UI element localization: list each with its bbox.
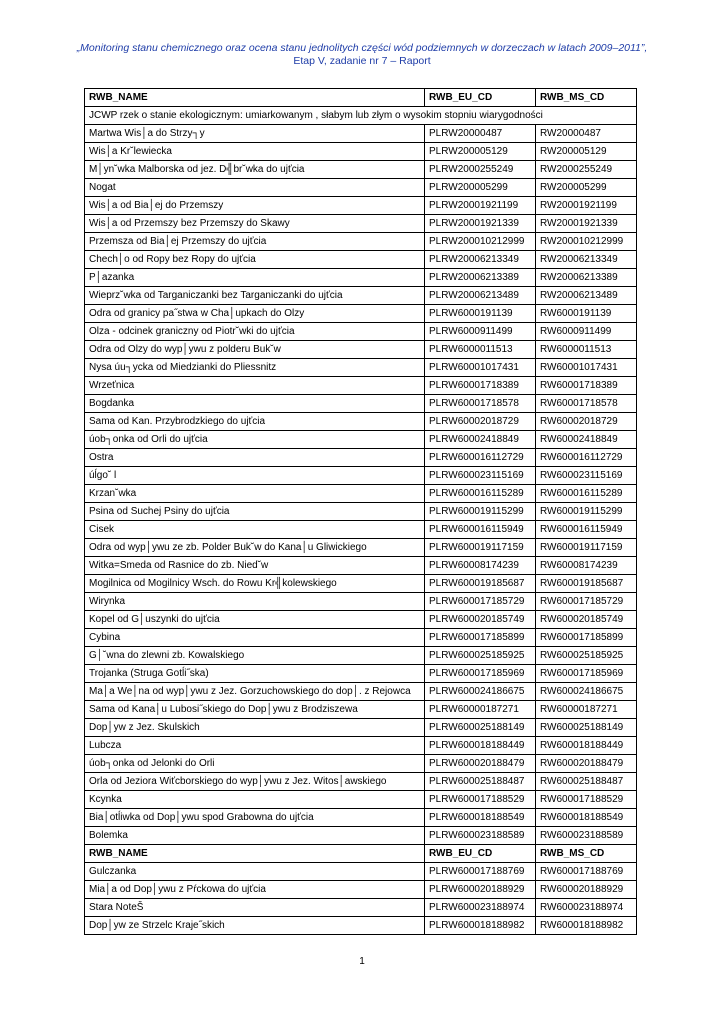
header-subtitle: Etap V, zadanie nr 7 – Raport: [293, 55, 431, 67]
table-row: [85, 683, 637, 701]
rwb-ms-cd-cell: RW600025185925: [536, 647, 637, 665]
table-row: [85, 323, 637, 341]
column-header-rwb-ms-cd: RWB_MS_CD: [536, 845, 637, 863]
rwb-name-cell: Wrzeťnica: [85, 377, 425, 395]
rwb-ms-cd-cell: RW60001718578: [536, 395, 637, 413]
rwb-ms-cd-cell: RW20000487: [536, 125, 637, 143]
rwb-ms-cd-cell: RW60002418849: [536, 431, 637, 449]
rwb-eu-cd-cell: PLRW6000911499: [425, 323, 536, 341]
rwb-ms-cd-cell: RW600019185687: [536, 575, 637, 593]
rwb-ms-cd-cell: RW600020188929: [536, 881, 637, 899]
rwb-eu-cd-cell: PLRW600019185687: [425, 575, 536, 593]
table-row: [85, 611, 637, 629]
rwb-eu-cd-cell: PLRW600019117159: [425, 539, 536, 557]
table-header-row: [85, 89, 637, 107]
rwb-ms-cd-cell: RW600024186675: [536, 683, 637, 701]
rwb-name-cell: Ostra: [85, 449, 425, 467]
rwb-name-cell: Bogdanka: [85, 395, 425, 413]
rwb-eu-cd-cell: PLRW20006213349: [425, 251, 536, 269]
rwb-ms-cd-cell: RW20006213489: [536, 287, 637, 305]
table-row: [85, 863, 637, 881]
table-row: [85, 665, 637, 683]
rwb-ms-cd-cell: RW600017188529: [536, 791, 637, 809]
table-row: [85, 557, 637, 575]
rwb-name-cell: Wis│a od Bia│ej do Przemszy: [85, 197, 425, 215]
rwb-ms-cd-cell: RW20006213349: [536, 251, 637, 269]
rwb-name-cell: Martwa Wis│a do Strzy┐y: [85, 125, 425, 143]
section-row: [85, 107, 637, 125]
rwb-name-cell: Stara NoteŠ: [85, 899, 425, 917]
rwb-name-cell: Kcynka: [85, 791, 425, 809]
rwb-eu-cd-cell: PLRW600019115299: [425, 503, 536, 521]
table-row: [85, 359, 637, 377]
document-header: [0, 42, 724, 68]
rwb-name-cell: Dop│yw z Jez. Skulskich: [85, 719, 425, 737]
rwb-ms-cd-cell: RW20001921339: [536, 215, 637, 233]
rwb-name-cell: Witka=Smeda od Rasnice do zb. Nied˘w: [85, 557, 425, 575]
rwb-name-cell: Cybina: [85, 629, 425, 647]
rwb-ms-cd-cell: RW600020185749: [536, 611, 637, 629]
column-header-rwb-name: RWB_NAME: [85, 845, 425, 863]
rwb-ms-cd-cell: RW60000187271: [536, 701, 637, 719]
rwb-ms-cd-cell: RW60001017431: [536, 359, 637, 377]
rwb-ms-cd-cell: RW600017185899: [536, 629, 637, 647]
rwb-eu-cd-cell: PLRW60001718389: [425, 377, 536, 395]
table-row: [85, 629, 637, 647]
table-row: [85, 899, 637, 917]
rwb-ms-cd-cell: RW600017188769: [536, 863, 637, 881]
rwb-name-cell: Przemsza od Bia│ej Przemszy do ujťcia: [85, 233, 425, 251]
rwb-ms-cd-cell: RW600023188589: [536, 827, 637, 845]
rwb-eu-cd-cell: PLRW600025188487: [425, 773, 536, 791]
rwb-name-cell: Gulczanka: [85, 863, 425, 881]
rwb-ms-cd-cell: RW200010212999: [536, 233, 637, 251]
rwb-name-cell: Olza - odcinek graniczny od Piotr˘wki do ujťcia: [85, 323, 425, 341]
rwb-ms-cd-cell: RW200005129: [536, 143, 637, 161]
rwb-name-cell: Odra od wyp│ywu ze zb. Polder Buk˘w do Kana│u Gliwickiego: [85, 539, 425, 557]
table-row: [85, 125, 637, 143]
table-row: [85, 197, 637, 215]
column-header-rwb-ms-cd: RWB_MS_CD: [536, 89, 637, 107]
rwb-name-cell: Mogilnica od Mogilnicy Wsch. do Rowu Kr╣kolewskiego: [85, 575, 425, 593]
rwb-ms-cd-cell: RW6000191139: [536, 305, 637, 323]
table-row: [85, 791, 637, 809]
rwb-ms-cd-cell: RW20006213389: [536, 269, 637, 287]
table-row: [85, 287, 637, 305]
rwb-eu-cd-cell: PLRW600016112729: [425, 449, 536, 467]
rwb-name-cell: Psina od Suchej Psiny do ujťcia: [85, 503, 425, 521]
table-row: [85, 575, 637, 593]
rwb-eu-cd-cell: PLRW600020188479: [425, 755, 536, 773]
column-header-rwb-name: RWB_NAME: [85, 89, 425, 107]
rwb-eu-cd-cell: PLRW600023115169: [425, 467, 536, 485]
rwb-eu-cd-cell: PLRW600017185729: [425, 593, 536, 611]
rwb-name-cell: Wis│a od Przemszy bez Przemszy do Skawy: [85, 215, 425, 233]
rwb-eu-cd-cell: PLRW600018188449: [425, 737, 536, 755]
rwb-name-cell: Wieprz˘wka od Targaniczanki bez Targaniczanki do ujťcia: [85, 287, 425, 305]
rwb-eu-cd-cell: PLRW20006213489: [425, 287, 536, 305]
rwb-ms-cd-cell: RW600025188149: [536, 719, 637, 737]
table-row: [85, 467, 637, 485]
rwb-name-cell: Dop│yw ze Strzelc Kraje˝skich: [85, 917, 425, 935]
rwb-eu-cd-cell: PLRW6000011513: [425, 341, 536, 359]
rwb-eu-cd-cell: PLRW60002018729: [425, 413, 536, 431]
rwb-ms-cd-cell: RW600023115169: [536, 467, 637, 485]
table-row: [85, 143, 637, 161]
rwb-eu-cd-cell: PLRW600025188149: [425, 719, 536, 737]
rwb-ms-cd-cell: RW600016115949: [536, 521, 637, 539]
rwb-eu-cd-cell: PLRW600016115289: [425, 485, 536, 503]
table-row: [85, 215, 637, 233]
rwb-name-cell: Bia│otĺiwka od Dop│ywu spod Grabowna do ujťcia: [85, 809, 425, 827]
table-row: [85, 737, 637, 755]
rwb-name-cell: Cisek: [85, 521, 425, 539]
rwb-name-cell: Odra od granicy pa˝stwa w Cha│upkach do Olzy: [85, 305, 425, 323]
rwb-eu-cd-cell: PLRW600020188929: [425, 881, 536, 899]
table-row: [85, 881, 637, 899]
rwb-eu-cd-cell: PLRW600018188982: [425, 917, 536, 935]
table-row: [85, 377, 637, 395]
table-row: [85, 917, 637, 935]
rwb-eu-cd-cell: PLRW2000255249: [425, 161, 536, 179]
table-row: [85, 503, 637, 521]
rwb-name-cell: G│˘wna do zlewni zb. Kowalskiego: [85, 647, 425, 665]
rwb-ms-cd-cell: RW60001718389: [536, 377, 637, 395]
table-row: [85, 593, 637, 611]
rwb-eu-cd-cell: PLRW600023188974: [425, 899, 536, 917]
rwb-ms-cd-cell: RW600018188449: [536, 737, 637, 755]
rwb-ms-cd-cell: RW600025188487: [536, 773, 637, 791]
section-label: JCWP rzek o stanie ekologicznym: umiarkowanym , słabym lub złym o wysokim stopniu wiarygodności: [85, 107, 637, 125]
rwb-eu-cd-cell: PLRW60001017431: [425, 359, 536, 377]
rwb-name-cell: Wirynka: [85, 593, 425, 611]
rwb-ms-cd-cell: RW600017185729: [536, 593, 637, 611]
rwb-eu-cd-cell: PLRW600025185925: [425, 647, 536, 665]
rwb-ms-cd-cell: RW60008174239: [536, 557, 637, 575]
rwb-name-cell: Bolemka: [85, 827, 425, 845]
rwb-eu-cd-cell: PLRW20001921199: [425, 197, 536, 215]
rwb-eu-cd-cell: PLRW600023188589: [425, 827, 536, 845]
table-row: [85, 395, 637, 413]
table-row: [85, 773, 637, 791]
rwb-eu-cd-cell: PLRW60000187271: [425, 701, 536, 719]
rwb-name-cell: Sama od Kan. Przybrodzkiego do ujťcia: [85, 413, 425, 431]
rwb-ms-cd-cell: RW600023188974: [536, 899, 637, 917]
rwb-eu-cd-cell: PLRW200005129: [425, 143, 536, 161]
rwb-name-cell: Nogat: [85, 179, 425, 197]
rwb-eu-cd-cell: PLRW20001921339: [425, 215, 536, 233]
rwb-eu-cd-cell: PLRW600017188769: [425, 863, 536, 881]
rwb-name-cell: úob┐onka od Orli do ujťcia: [85, 431, 425, 449]
table-row: [85, 161, 637, 179]
table-row: [85, 179, 637, 197]
rwb-name-cell: P│azanka: [85, 269, 425, 287]
rwb-eu-cd-cell: PLRW600020185749: [425, 611, 536, 629]
rwb-eu-cd-cell: PLRW60001718578: [425, 395, 536, 413]
rwb-name-cell: Mia│a od Dop│ywu z Pŕckowa do ujťcia: [85, 881, 425, 899]
rwb-ms-cd-cell: RW600018188549: [536, 809, 637, 827]
table-row: [85, 719, 637, 737]
table-row: [85, 539, 637, 557]
table-row: [85, 251, 637, 269]
rwb-eu-cd-cell: PLRW600017185899: [425, 629, 536, 647]
table-row: [85, 701, 637, 719]
rwb-ms-cd-cell: RW600018188982: [536, 917, 637, 935]
header-title: „Monitoring stanu chemicznego oraz ocena stanu jednolitych części wód podziemnych w dorzeczach w latach 2009–2011”,: [76, 42, 648, 54]
rwb-eu-cd-cell: PLRW20000487: [425, 125, 536, 143]
rwb-ms-cd-cell: RW600016115289: [536, 485, 637, 503]
rwb-ms-cd-cell: RW600016112729: [536, 449, 637, 467]
table-row: [85, 809, 637, 827]
rwb-name-cell: M│yn˘wka Malborska od jez. D╣br˘wka do ujťcia: [85, 161, 425, 179]
rwb-ms-cd-cell: RW20001921199: [536, 197, 637, 215]
table-row: [85, 269, 637, 287]
table-row: [85, 449, 637, 467]
rwb-name-cell: Lubcza: [85, 737, 425, 755]
rwb-ms-cd-cell: RW2000255249: [536, 161, 637, 179]
rwb-eu-cd-cell: PLRW600018188549: [425, 809, 536, 827]
rwb-name-cell: Orla od Jeziora Wiťcborskiego do wyp│ywu z Jez. Witos│awskiego: [85, 773, 425, 791]
table-row: [85, 755, 637, 773]
table-row: [85, 413, 637, 431]
rwb-name-cell: úĺgo˘ l: [85, 467, 425, 485]
table-header-row-repeat: [85, 845, 637, 863]
rwb-ms-cd-cell: RW6000911499: [536, 323, 637, 341]
table-row: [85, 827, 637, 845]
table-row: [85, 233, 637, 251]
rwb-eu-cd-cell: PLRW6000191139: [425, 305, 536, 323]
rwb-eu-cd-cell: PLRW200010212999: [425, 233, 536, 251]
rwb-name-cell: Odra od Olzy do wyp│ywu z polderu Buk˘w: [85, 341, 425, 359]
rwb-ms-cd-cell: RW60002018729: [536, 413, 637, 431]
table-row: [85, 341, 637, 359]
rwb-ms-cd-cell: RW600019117159: [536, 539, 637, 557]
rwb-eu-cd-cell: PLRW60002418849: [425, 431, 536, 449]
rwb-name-cell: Sama od Kana│u Lubosi˝skiego do Dop│ywu z Brodziszewa: [85, 701, 425, 719]
rwb-name-cell: Trojanka (Struga Gotĺi˝ska): [85, 665, 425, 683]
rwb-name-cell: Chech│o od Ropy bez Ropy do ujťcia: [85, 251, 425, 269]
rwb-eu-cd-cell: PLRW600017188529: [425, 791, 536, 809]
rwb-ms-cd-cell: RW200005299: [536, 179, 637, 197]
rwb-name-cell: Kopel od G│uszynki do ujťcia: [85, 611, 425, 629]
rwb-table: [84, 88, 637, 935]
table-row: [85, 431, 637, 449]
rwb-ms-cd-cell: RW6000011513: [536, 341, 637, 359]
rwb-ms-cd-cell: RW600017185969: [536, 665, 637, 683]
column-header-rwb-eu-cd: RWB_EU_CD: [425, 89, 536, 107]
rwb-name-cell: Krzan˘wka: [85, 485, 425, 503]
rwb-name-cell: úob┐onka od Jelonki do Orli: [85, 755, 425, 773]
rwb-ms-cd-cell: RW600020188479: [536, 755, 637, 773]
rwb-eu-cd-cell: PLRW60008174239: [425, 557, 536, 575]
rwb-eu-cd-cell: PLRW600024186675: [425, 683, 536, 701]
rwb-eu-cd-cell: PLRW600016115949: [425, 521, 536, 539]
table-row: [85, 521, 637, 539]
rwb-ms-cd-cell: RW600019115299: [536, 503, 637, 521]
table-row: [85, 305, 637, 323]
rwb-eu-cd-cell: PLRW200005299: [425, 179, 536, 197]
column-header-rwb-eu-cd: RWB_EU_CD: [425, 845, 536, 863]
page-number: 1: [359, 956, 365, 967]
rwb-name-cell: Ma│a We│na od wyp│ywu z Jez. Gorzuchowskiego do dop│. z Rejowca: [85, 683, 425, 701]
rwb-eu-cd-cell: PLRW600017185969: [425, 665, 536, 683]
table-row: [85, 647, 637, 665]
rwb-name-cell: Wis│a Kr˘lewiecka: [85, 143, 425, 161]
table-row: [85, 485, 637, 503]
rwb-eu-cd-cell: PLRW20006213389: [425, 269, 536, 287]
rwb-name-cell: Nysa úu┐ycka od Miedzianki do Pliessnitz: [85, 359, 425, 377]
